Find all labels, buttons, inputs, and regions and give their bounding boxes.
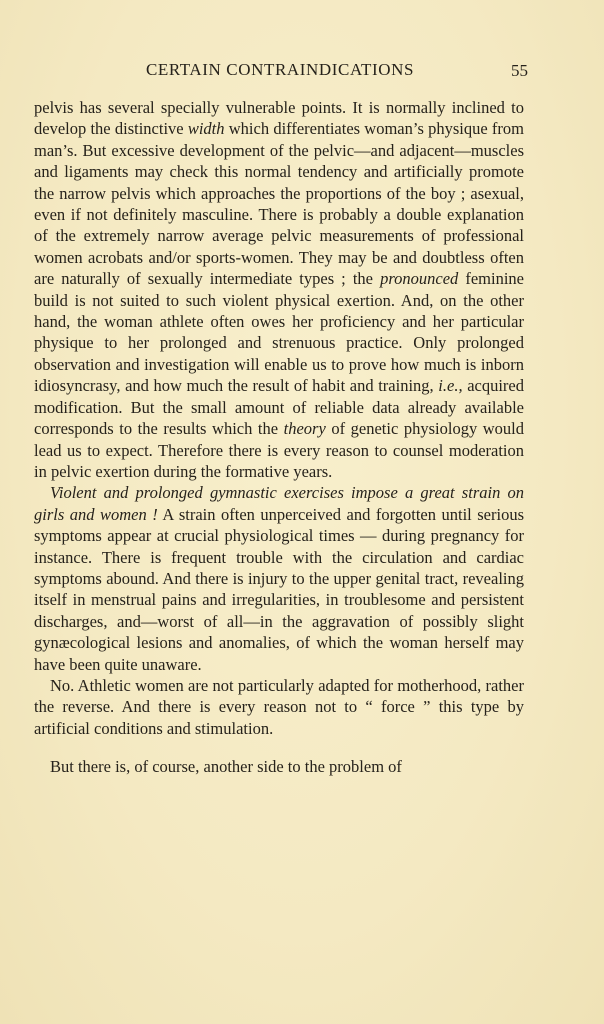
body-text [34,97,524,778]
paragraph-2 [34,482,524,675]
text-run: feminine build is not suited to such violent physical exertion. And, on the other hand, the woman athlete often owes her proficiency and her particular physique to her prolonged and strenuous practice. Only prolonged observation and investigation will enable us to prove how much is inborn idiosyncrasy, and how much the result of habit and training, [34,269,524,396]
italic-run: theory [283,419,326,439]
paragraph-4 [34,756,524,777]
italic-run: pronounced [380,269,459,289]
text-run: which differentiates woman’s physique from man’s. But excessive development of the pelvic—and adjacent—muscles and ligaments may check this normal tendency and artificially promote the narrow pelvis which approaches the proportions of the boy ; asexual, even if not definitely masculine. There is probably a double explanation of the extremely narrow average pelvic measurements of professional women acrobats and/or sports-women. They may be and doubtless often are naturally of sexually intermediate types ; the [34,119,524,289]
text-run: pelvis has several specially vulnerable points. It is normally inclined to develop the distinctive [34,98,524,139]
page-number: 55 [511,61,528,80]
page-header [34,60,526,84]
text-run: A strain often unperceived and forgotten until serious symptoms appear at crucial physiological times — during pregnancy for instance. There is frequent trouble with the circulation and cardiac symptoms abound. And there is injury to the upper genital tract, revealing itself in menstrual pains and irregularities, in troublesome and persistent discharges, and—worst of all—in the aggravation of possibly slight gynæcological lesions and anomalies, of which the woman herself may have been quite unaware. [34,504,524,674]
running-head: CERTAIN CONTRAINDICATIONS [145,60,415,79]
text-run: acquired modification. But the small amount of reliable data already available corresponds to the results which the [34,376,524,439]
text-run: But there is, of course, another side to the problem of [50,757,402,777]
text-run: No. Athletic women are not particularly adapted for motherhood, rather the reverse. And there is every reason not to “ force ” this type by artificial conditions and stimulation. [34,675,524,738]
text-run: of genetic physiology would lead us to expect. Therefore there is every reason to counsel moderation in pelvic exertion during the formative years. [34,419,525,481]
italic-run: width [187,119,225,139]
paragraph-3 [34,675,524,739]
italic-run: i.e., [438,376,463,396]
paragraph-1 [34,97,524,482]
italic-run: Violent and prolonged gymnastic exercises impose a great strain on girls and women ! [34,483,524,524]
